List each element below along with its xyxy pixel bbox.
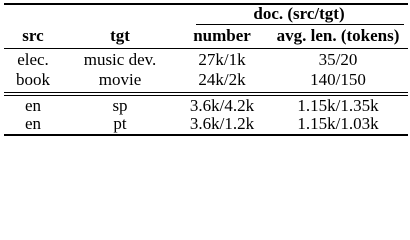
table-cell: 35/20 [318,50,358,69]
table-cell: en [24,96,42,115]
table-cell: 1.15k/1.35k [297,96,379,115]
top-rule [4,3,408,5]
table-cell: 3.6k/1.2k [189,114,255,133]
table-cell: 140/150 [310,70,366,89]
table-cell: music dev. [83,50,157,69]
group-header-rule [196,24,404,25]
group-header: doc. (src/tgt) [253,4,345,23]
bottom-rule [4,134,408,136]
table-cell: book [16,70,50,89]
header-rule [4,48,408,49]
column-header-number: number [193,26,251,45]
column-header-avg-len: avg. len. (tokens) [276,26,400,45]
table-cell: 3.6k/4.2k [189,96,255,115]
table-cell: 24k/2k [198,70,246,89]
table-cell: movie [98,70,142,89]
table-cell: pt [113,114,127,133]
table-cell: 27k/1k [198,50,246,69]
table-cell: 1.15k/1.03k [297,114,379,133]
column-header-src: src [22,26,44,45]
mid-rule-upper [4,92,408,93]
table-cell: sp [112,96,128,115]
table-cell: elec. [17,50,49,69]
table-cell: en [24,114,42,133]
column-header-tgt: tgt [110,26,130,45]
